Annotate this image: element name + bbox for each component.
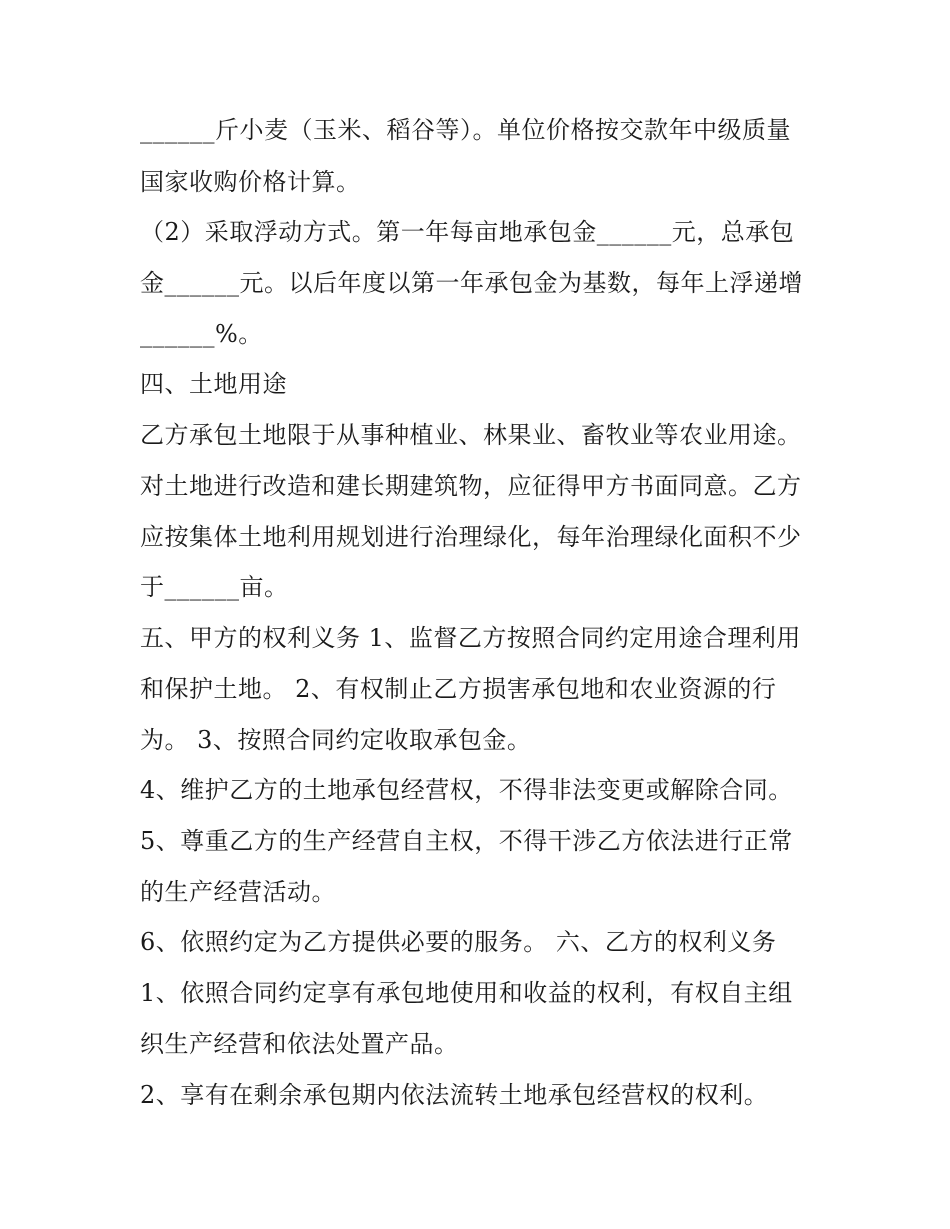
text-line: ______%。 — [140, 320, 263, 348]
section-heading: 四、土地用途 — [140, 370, 287, 398]
text-line: 于______亩。 — [140, 573, 289, 601]
text-line: 和保护土地。 2、有权制止乙方损害承包地和农业资源的行 — [140, 675, 777, 703]
text-line: 乙方承包土地限于从事种植业、林果业、畜牧业等农业用途。 — [140, 421, 802, 449]
text-line: 1、依照合同约定享有承包地使用和收益的权利，有权自主组 — [140, 979, 793, 1007]
text-line: 应按集体土地利用规划进行治理绿化，每年治理绿化面积不少 — [140, 523, 802, 551]
text-line: 为。 3、按照合同约定收取承包金。 — [140, 726, 532, 754]
text-line: ______斤小麦（玉米、稻谷等）。单位价格按交款年中级质量 — [140, 116, 791, 144]
text-line: 2、享有在剩余承包期内依法流转土地承包经营权的权利。 — [140, 1081, 769, 1109]
text-line: （2）采取浮动方式。第一年每亩地承包金______元，总承包 — [140, 218, 795, 246]
text-line: 的生产经营活动。 — [140, 878, 336, 906]
text-line: 4、维护乙方的土地承包经营权，不得非法变更或解除合同。 — [140, 776, 793, 804]
text-line: 织生产经营和依法处置产品。 — [140, 1030, 459, 1058]
text-line: 五、甲方的权利义务 1、监督乙方按照合同约定用途合理利用 — [140, 624, 801, 652]
text-line: 金______元。以后年度以第一年承包金为基数，每年上浮递增 — [140, 269, 803, 297]
text-line: 国家收购价格计算。 — [140, 168, 361, 196]
text-line: 5、尊重乙方的生产经营自主权，不得干涉乙方依法进行正常 — [140, 827, 793, 855]
text-line: 对土地进行改造和建长期建筑物，应征得甲方书面同意。乙方 — [140, 472, 802, 500]
text-line: 6、依照约定为乙方提供必要的服务。 六、乙方的权利义务 — [140, 928, 777, 956]
